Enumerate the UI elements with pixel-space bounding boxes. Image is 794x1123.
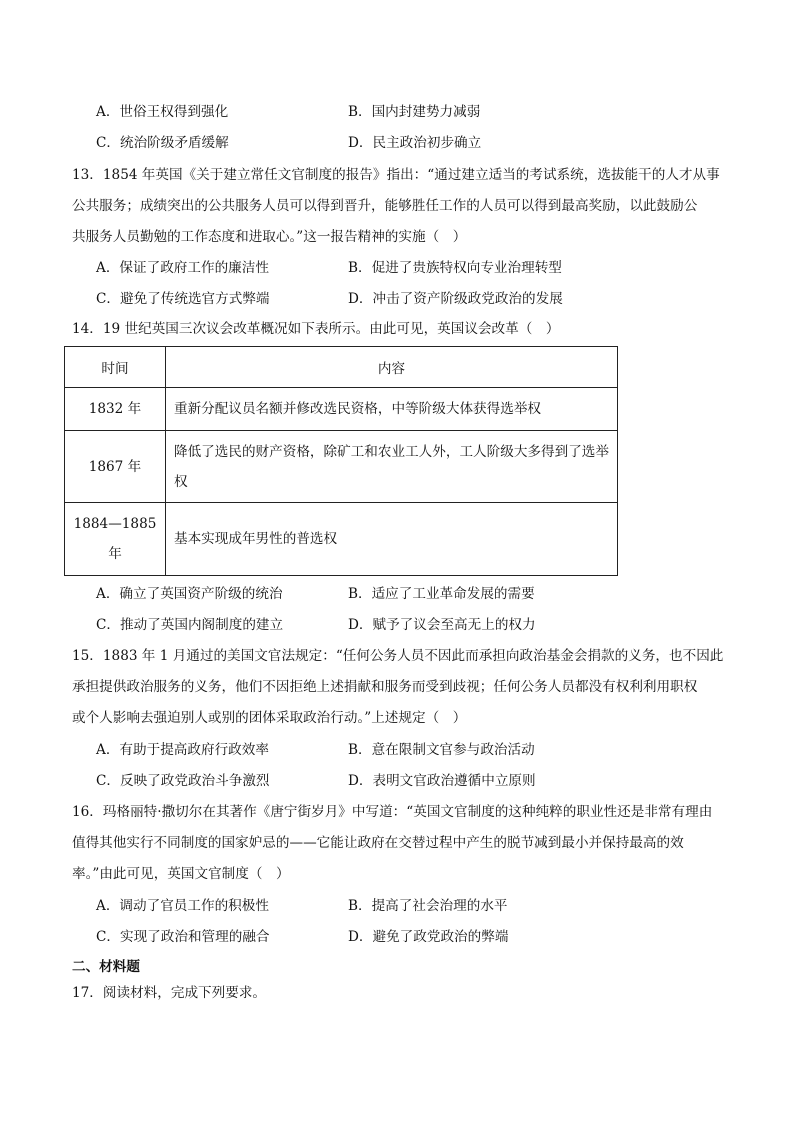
table-cell-content: 重新分配议员名额并修改选民资格，中等阶级大体获得选举权 <box>166 388 618 431</box>
q12-options-row-1 <box>96 101 736 123</box>
section-title: 二、材料题 <box>72 959 140 975</box>
q13-stem-line-3: 共服务人员勤勉的工作态度和进取心。”这一报告精神的实施（ ） <box>72 229 467 245</box>
q14-options-row-2 <box>96 614 736 636</box>
table-cell-content: 降低了选民的财产资格，除矿工和农业工人外，工人阶级大多得到了选举权 <box>166 431 618 503</box>
q12-option-a: A．世俗王权得到强化 <box>96 104 229 120</box>
q13-option-c: C．避免了传统选官方式弊端 <box>96 291 270 307</box>
table-row <box>65 388 618 431</box>
q13-option-b: B．促进了贵族特权向专业治理转型 <box>348 260 562 276</box>
q15-option-c: C．反映了政党政治斗争激烈 <box>96 773 270 789</box>
q14-option-b: B．适应了工业革命发展的需要 <box>348 586 535 602</box>
q16-option-d: D．避免了政党政治的弊端 <box>348 929 509 945</box>
q13-options-row-2 <box>96 288 736 310</box>
q13-stem-line-1: 13．1854 年英国《关于建立常任文官制度的报告》指出：“通过建立适当的考试系统，选拔能干的人才从事 <box>72 167 720 183</box>
table-cell-time: 1867 年 <box>65 431 166 503</box>
q14-option-d: D．赋予了议会至高无上的权力 <box>348 617 536 633</box>
q13-options-row-1 <box>96 257 736 279</box>
q15-options-row-1 <box>96 739 736 761</box>
q16-option-c: C．实现了政治和管理的融合 <box>96 929 270 945</box>
q13-option-a: A．保证了政府工作的廉洁性 <box>96 260 269 276</box>
q14-options-row-1 <box>96 583 736 605</box>
q15-options-row-2 <box>96 770 736 792</box>
q12-option-d: D．民主政治初步确立 <box>348 135 482 151</box>
q16-stem-line-3: 率。”由此可见，英国文官制度（ ） <box>72 866 290 882</box>
q15-stem-line-1: 15．1883 年 1 月通过的美国文官法规定：“任何公务人员不因此而承担向政治基金会捐款的义务，也不因此 <box>72 648 724 664</box>
table-header-content: 内容 <box>166 347 618 388</box>
table-row <box>65 431 618 503</box>
q12-option-c: C．统治阶级矛盾缓解 <box>96 135 229 151</box>
q14-stem: 14．19 世纪英国三次议会改革概况如下表所示。由此可见，英国议会改革（ ） <box>72 321 560 337</box>
q13-stem-line-2: 公共服务；成绩突出的公共服务人员可以得到晋升，能够胜任工作的人员可以得到最高奖励，以此鼓励公 <box>72 198 698 214</box>
q16-stem-line-1: 16．玛格丽特·撒切尔在其著作《唐宁街岁月》中写道：“英国文官制度的这种纯粹的职业性还是非常有理由 <box>72 804 713 820</box>
q12-options-row-2 <box>96 132 736 154</box>
q15-stem-line-3: 或个人影响去强迫别人或别的团体采取政治行动。”上述规定（ ） <box>72 710 467 726</box>
table-header-time: 时间 <box>65 347 166 388</box>
q16-option-a: A．调动了官员工作的积极性 <box>96 898 269 914</box>
q15-stem-line-2: 承担提供政治服务的义务，他们不因拒绝上述捐献和服务而受到歧视；任何公务人员都没有权利利用职权 <box>72 679 698 695</box>
reform-table <box>64 346 618 576</box>
q16-options-row-1 <box>96 895 736 917</box>
q13-option-d: D．冲击了资产阶级政党政治的发展 <box>348 291 563 307</box>
q15-option-d: D．表明文官政治遵循中立原则 <box>348 773 536 789</box>
table-cell-content: 基本实现成年男性的普选权 <box>166 503 618 576</box>
q14-option-a: A．确立了英国资产阶级的统治 <box>96 586 283 602</box>
q15-option-b: B．意在限制文官参与政治活动 <box>348 742 535 758</box>
table-header-row <box>65 347 618 388</box>
q17-stem: 17．阅读材料，完成下列要求。 <box>72 985 267 1001</box>
table-cell-time: 1832 年 <box>65 388 166 431</box>
q12-option-b: B．国内封建势力减弱 <box>348 104 481 120</box>
table-row <box>65 503 618 576</box>
q16-stem-line-2: 值得其他实行不同制度的国家妒忌的——它能让政府在交替过程中产生的脱节减到最小并保持最高的效 <box>72 835 684 851</box>
q14-option-c: C．推动了英国内阁制度的建立 <box>96 617 284 633</box>
q16-option-b: B．提高了社会治理的水平 <box>348 898 508 914</box>
q15-option-a: A．有助于提高政府行政效率 <box>96 742 269 758</box>
table-cell-time: 1884—1885 年 <box>65 503 166 576</box>
q16-options-row-2 <box>96 926 736 948</box>
